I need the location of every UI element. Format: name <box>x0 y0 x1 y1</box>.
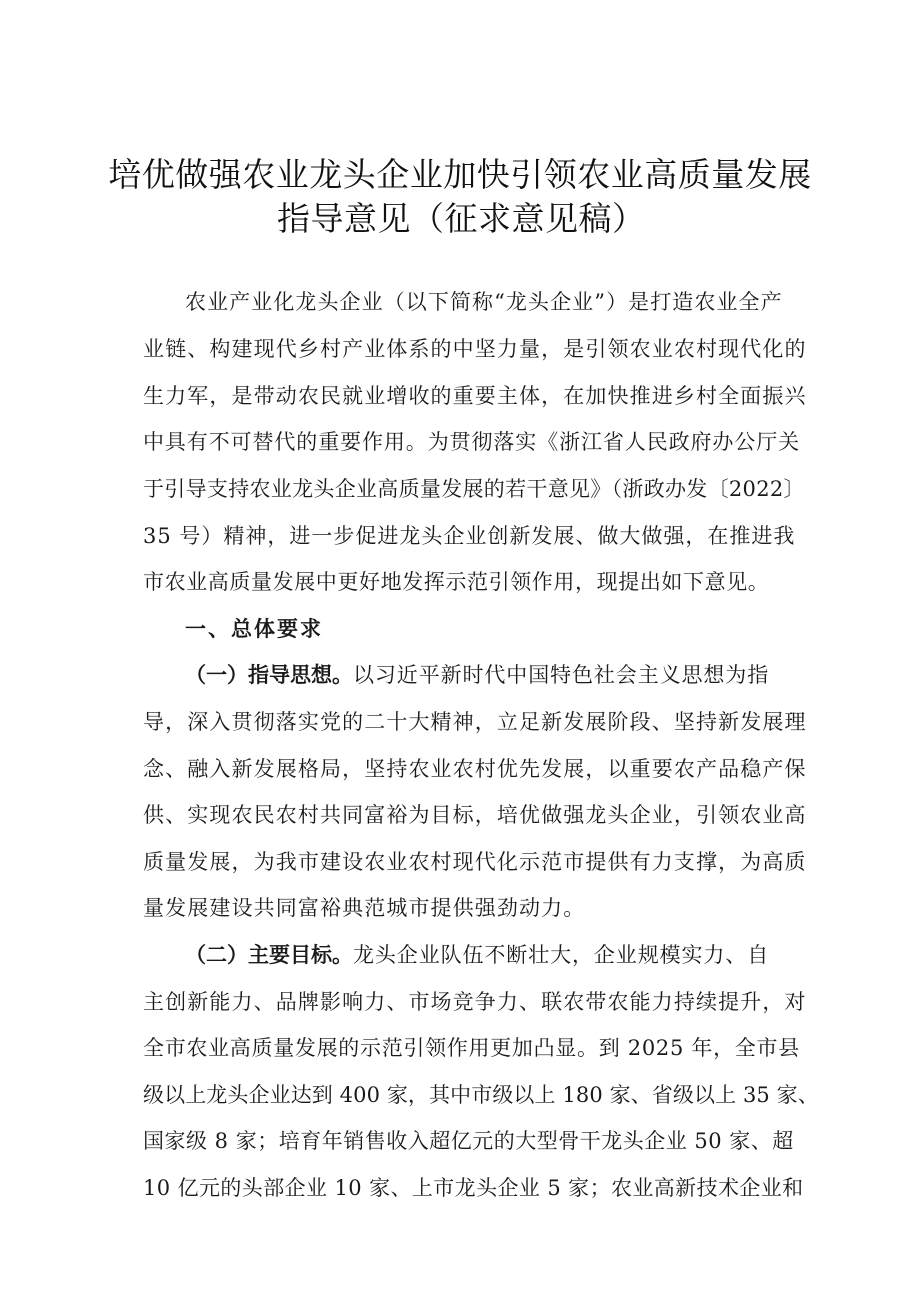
paragraph-line: 于引导支持农业龙头企业高质量发展的若干意见》（浙政办发〔2022〕 <box>143 477 805 501</box>
subsection-label: （二）主要目标。 <box>185 943 353 967</box>
section-heading: 一、总体要求 <box>185 617 323 641</box>
paragraph-line: 全市农业高质量发展的示范引领作用更加凸显。到 2025 年，全市县 <box>143 1036 800 1060</box>
paragraph-line: 市农业高质量发展中更好地发挥示范引领作用，现提出如下意见。 <box>143 570 770 594</box>
paragraph-line: 10 亿元的头部企业 10 家、上市龙头企业 5 家；农业高新技术企业和 <box>143 1176 804 1200</box>
paragraph-line: 级以上龙头企业达到 400 家，其中市级以上 180 家、省级以上 35 家、 <box>143 1083 819 1107</box>
subsection-1-first-line <box>185 665 769 686</box>
subsection-2-first-line <box>185 945 769 966</box>
paragraph-line: 导，深入贯彻落实党的二十大精神，立足新发展阶段、坚持新发展理 <box>143 710 807 734</box>
subsection-label: （一）指导思想。 <box>185 663 353 687</box>
paragraph-line: 念、融入新发展格局，坚持农业农村优先发展，以重要农产品稳产保 <box>143 757 807 781</box>
paragraph-line: 业链、构建现代乡村产业体系的中坚力量，是引领农业农村现代化的 <box>143 337 807 361</box>
document-title-line-1: 培优做强农业龙头企业加快引领农业高质量发展 <box>108 155 812 194</box>
paragraph-text: 龙头企业队伍不断壮大，企业规模实力、自 <box>353 943 770 967</box>
paragraph-line: 质量发展，为我市建设农业农村现代化示范市提供有力支撑，为高质 <box>143 850 807 874</box>
document-title-line-2: 指导意见（征求意见稿） <box>277 199 646 238</box>
paragraph-line: 中具有不可替代的重要作用。为贯彻落实《浙江省人民政府办公厅关 <box>143 430 800 454</box>
paragraph-line: 国家级 8 家；培育年销售收入超亿元的大型骨干龙头企业 50 家、超 <box>143 1129 794 1153</box>
paragraph-text: 以习近平新时代中国特色社会主义思想为指 <box>353 663 770 687</box>
paragraph-line: 农业产业化龙头企业（以下简称“龙头企业”）是打造农业全产 <box>185 290 783 314</box>
paragraph-line: 供、实现农民农村共同富裕为目标，培优做强龙头企业，引领农业高 <box>143 803 807 827</box>
paragraph-line: 主创新能力、品牌影响力、市场竞争力、联农带农能力持续提升，对 <box>143 990 807 1014</box>
paragraph-line: 生力军，是带动农民就业增收的重要主体，在加快推进乡村全面振兴 <box>143 384 807 408</box>
paragraph-line: 量发展建设共同富裕典范城市提供强劲动力。 <box>143 896 586 920</box>
paragraph-line: 35 号）精神，进一步促进龙头企业创新发展、做大做强，在推进我 <box>143 524 796 548</box>
